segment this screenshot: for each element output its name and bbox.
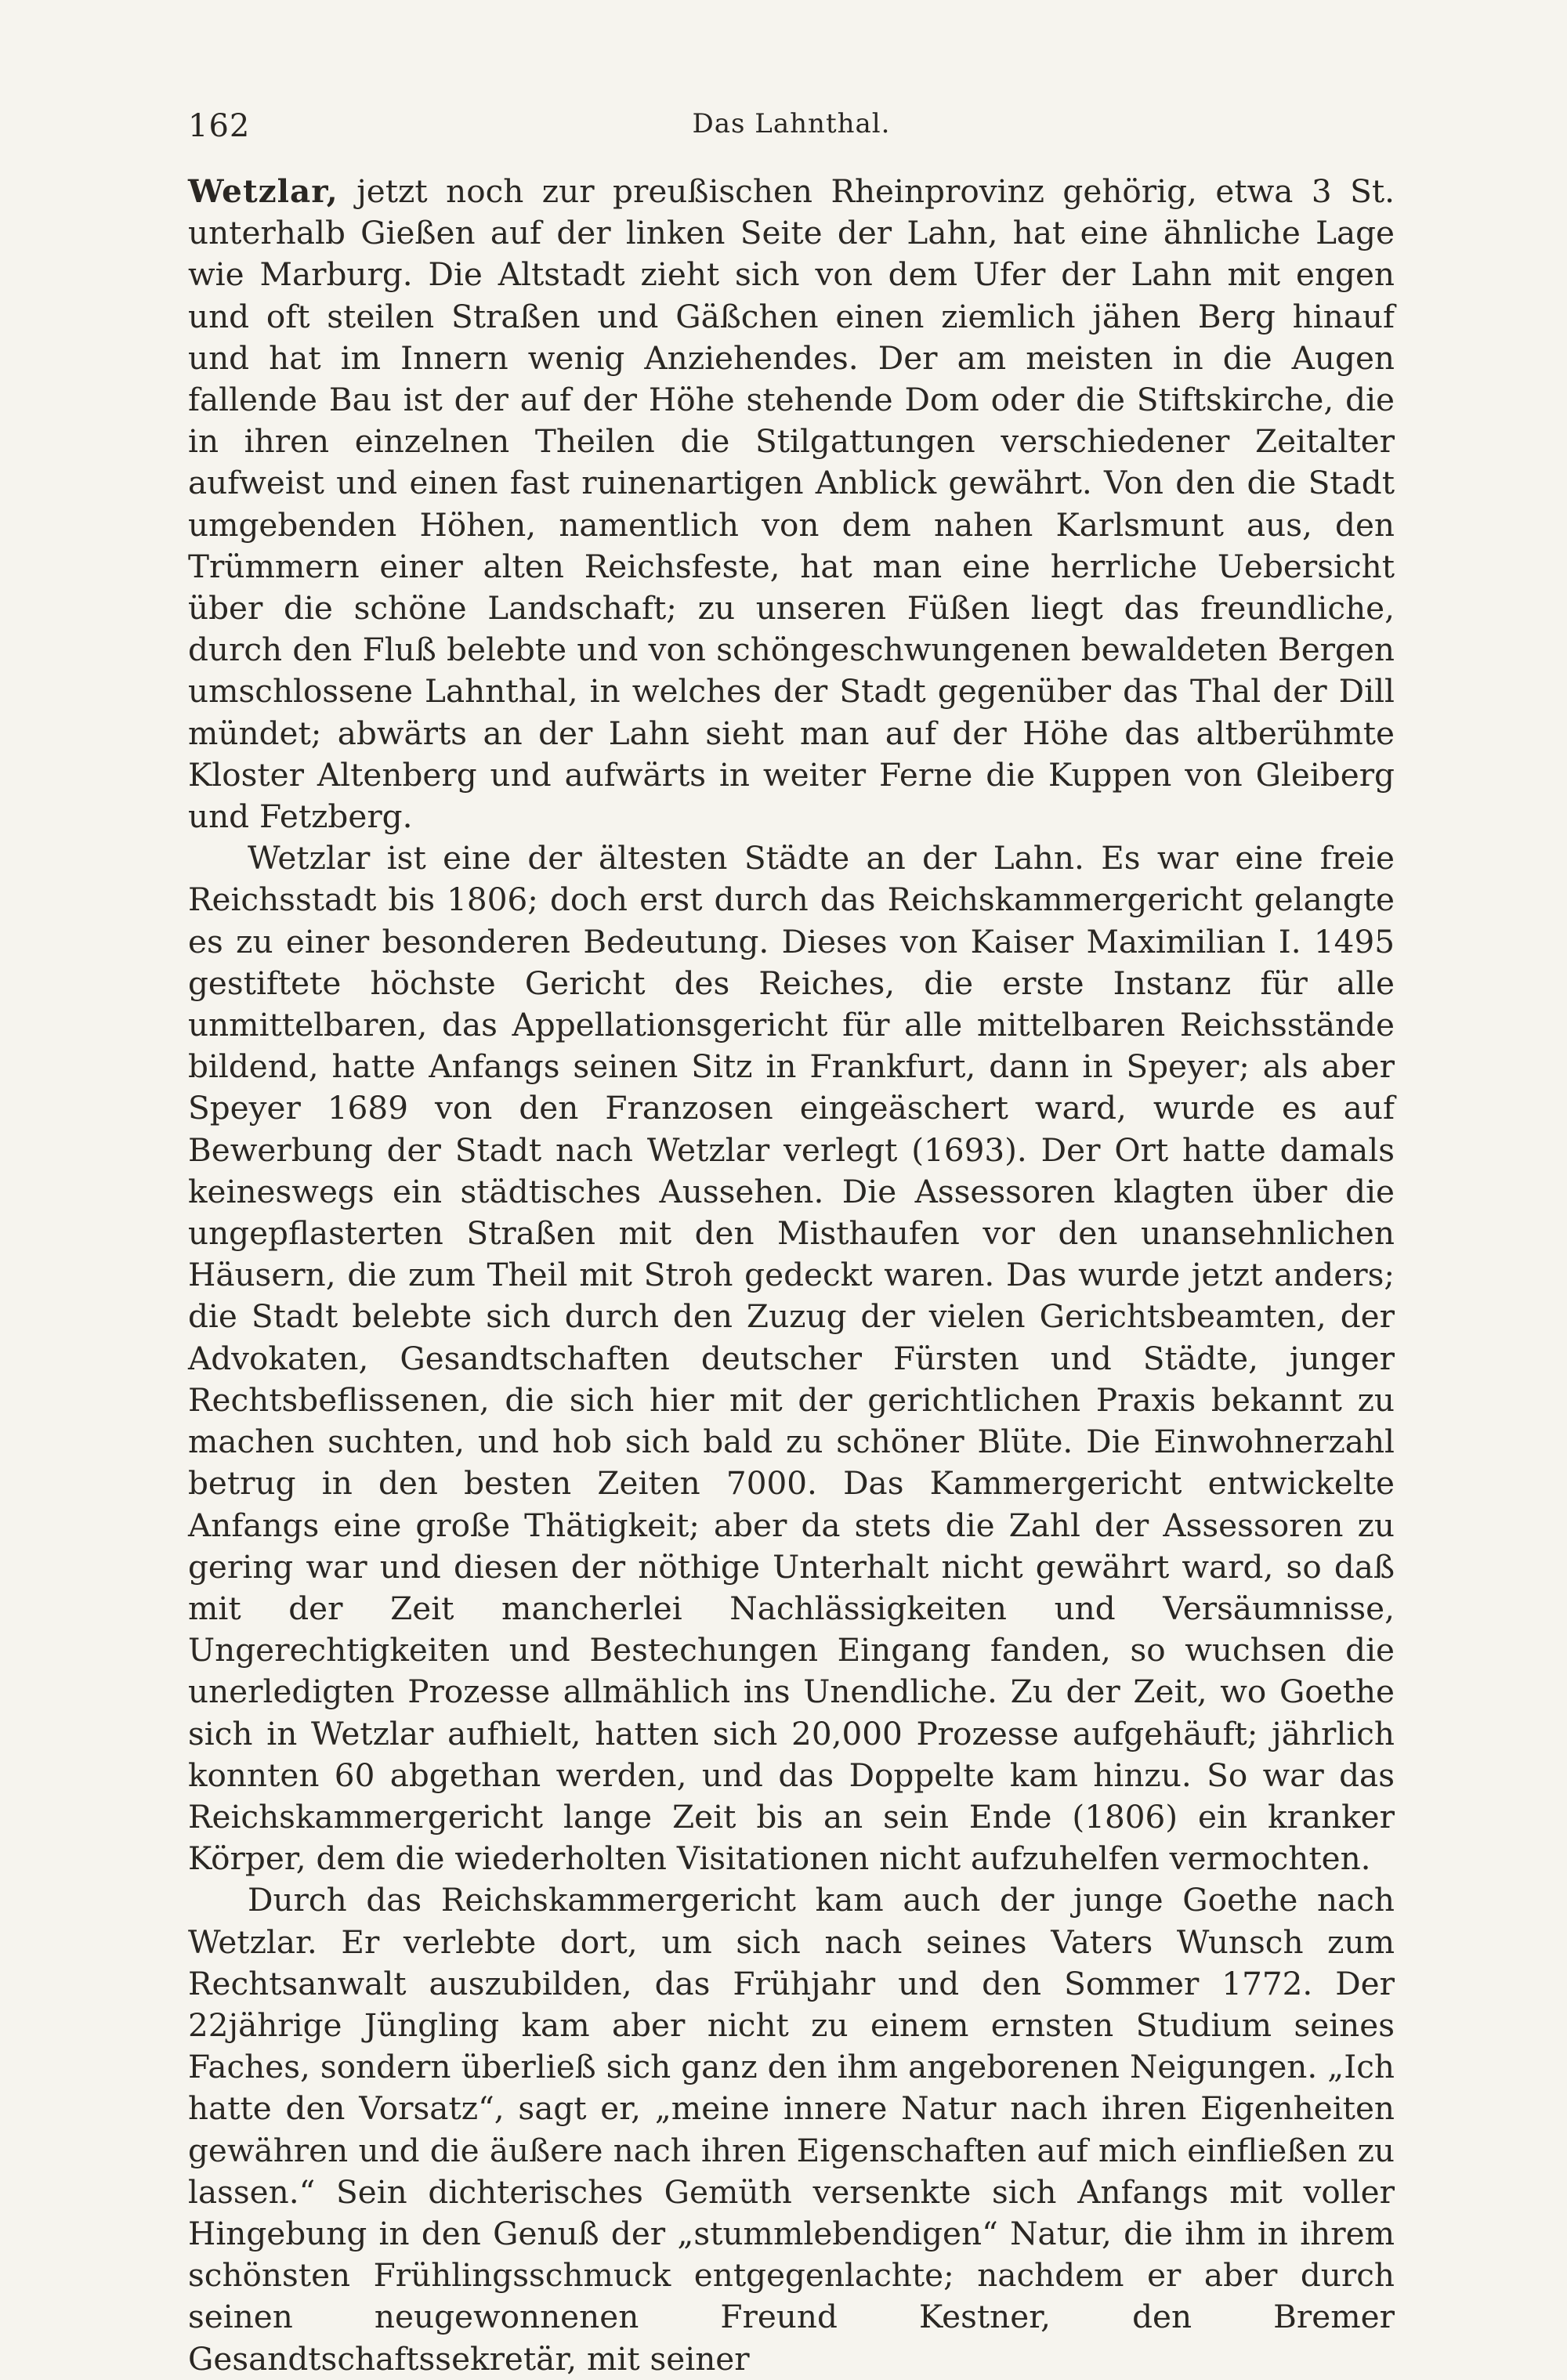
page-header	[188, 108, 1395, 155]
paragraph-history: Wetzlar ist eine der ältesten Städte an der Lahn. Es war eine freie Reichsstadt bis 1806; doch erst durch das Reichskammergericht gelangte es zu einer besonderen Bedeutung. Dieses von Kaiser Maximilian I. 1495 gestiftete höchste Gericht des Reiches, die erste Instanz für alle unmittelbaren, das Appellationsgericht für alle mittelbaren Reichsstände bildend, hatte Anfangs seinen Sitz in Frankfurt, dann in Speyer; als aber Speyer 1689 von den Franzosen eingeäschert ward, wurde es auf Bewerbung der Stadt nach Wetzlar verlegt (1693). Der Ort hatte damals keineswegs ein städtisches Aussehen. Die Assessoren klagten über die ungepflasterten Straßen mit den Misthaufen vor den unansehnlichen Häusern, die zum Theil mit Stroh gedeckt waren. Das wurde jetzt anders; die Stadt belebte sich durch den Zuzug der vielen Gerichtsbeamten, der Advokaten, Gesandtschaften deutscher Fürsten und Städte, junger Rechtsbeflissenen, die sich hier mit der gerichtlichen Praxis bekannt zu machen suchten, und hob sich bald zu schöner Blüte. Die Einwohnerzahl betrug in den besten Zeiten 7000. Das Kammergericht entwickelte Anfangs eine große Thätigkeit; aber da stets die Zahl der Assessoren zu gering war und diesen der nöthige Unterhalt nicht gewährt ward, so daß mit der Zeit mancherlei Nachlässigkeiten und Versäumnisse, Ungerechtigkeiten und Bestechungen Eingang fanden, so wuchsen die unerledigten Prozesse allmählich ins Unendliche. Zu der Zeit, wo Goethe sich in Wetzlar aufhielt, hatten sich 20,000 Prozesse aufgehäuft; jährlich konnten 60 abgethan werden, und das Doppelte kam hinzu. So war das Reichskammergericht lange Zeit bis an sein Ende (1806) ein kranker Körper, dem die wiederholten Visitationen nicht aufzuhelfen vermochten.	[188, 839, 1395, 1878]
paragraph-goethe: Durch das Reichskammergericht kam auch der junge Goethe nach Wetzlar. Er verlebte dort, um sich nach seines Vaters Wunsch zum Rechtsanwalt auszubilden, das Frühjahr und den Sommer 1772. Der 22jährige Jüngling kam aber nicht zu einem ernsten Studium seines Faches, sondern überließ sich ganz den ihm angeborenen Neigungen. „Ich hatte den Vorsatz“, sagt er, „meine innere Natur nach ihren Eigenheiten gewähren und die äußere nach ihren Eigenschaften auf mich einfließen zu lassen.“ Sein dichterisches Gemüth versenkte sich Anfangs mit voller Hingebung in den Genuß der „stummlebendigen“ Natur, die ihm in ihrem schönsten Frühlingsschmuck entgegenlachte; nachdem er aber durch seinen neugewonnenen Freund Kestner, den Bremer Gesandtschaftssekretär, mit seiner	[188, 1881, 1395, 2378]
page-number: 162	[188, 108, 251, 144]
running-title: Das Lahnthal.	[692, 108, 891, 139]
body-text	[188, 171, 1395, 2380]
lead-word: Wetzlar,	[188, 172, 338, 210]
paragraph-text: jetzt noch zur preußischen Rheinprovinz gehörig, etwa 3 St. unterhalb Gießen auf der linken Seite der Lahn, hat eine ähnliche Lage wie Marburg. Die Altstadt zieht sich von dem Ufer der Lahn mit engen und oft steilen Straßen und Gäßchen einen ziemlich jähen Berg hinauf und hat im Innern wenig Anziehendes. Der am meisten in die Augen fallende Bau ist der auf der Höhe stehende Dom oder die Stiftskirche, die in ihren einzelnen Theilen die Stilgattungen verschiedener Zeitalter aufweist und einen fast ruinenartigen Anblick gewährt. Von den die Stadt umgebenden Höhen, namentlich von dem nahen Karlsmunt aus, den Trümmern einer alten Reichsfeste, hat man eine herrliche Uebersicht über die schöne Landschaft; zu unseren Füßen liegt das freundliche, durch den Fluß belebte und von schöngeschwungenen bewaldeten Bergen umschlossene Lahnthal, in welches der Stadt gegenüber das Thal der Dill mündet; abwärts an der Lahn sieht man auf der Höhe das altberühmte Kloster Altenberg und aufwärts in weiter Ferne die Kuppen von Gleiberg und Fetzberg.	[188, 172, 1395, 836]
paragraph-wetzlar-intro	[188, 171, 1395, 837]
